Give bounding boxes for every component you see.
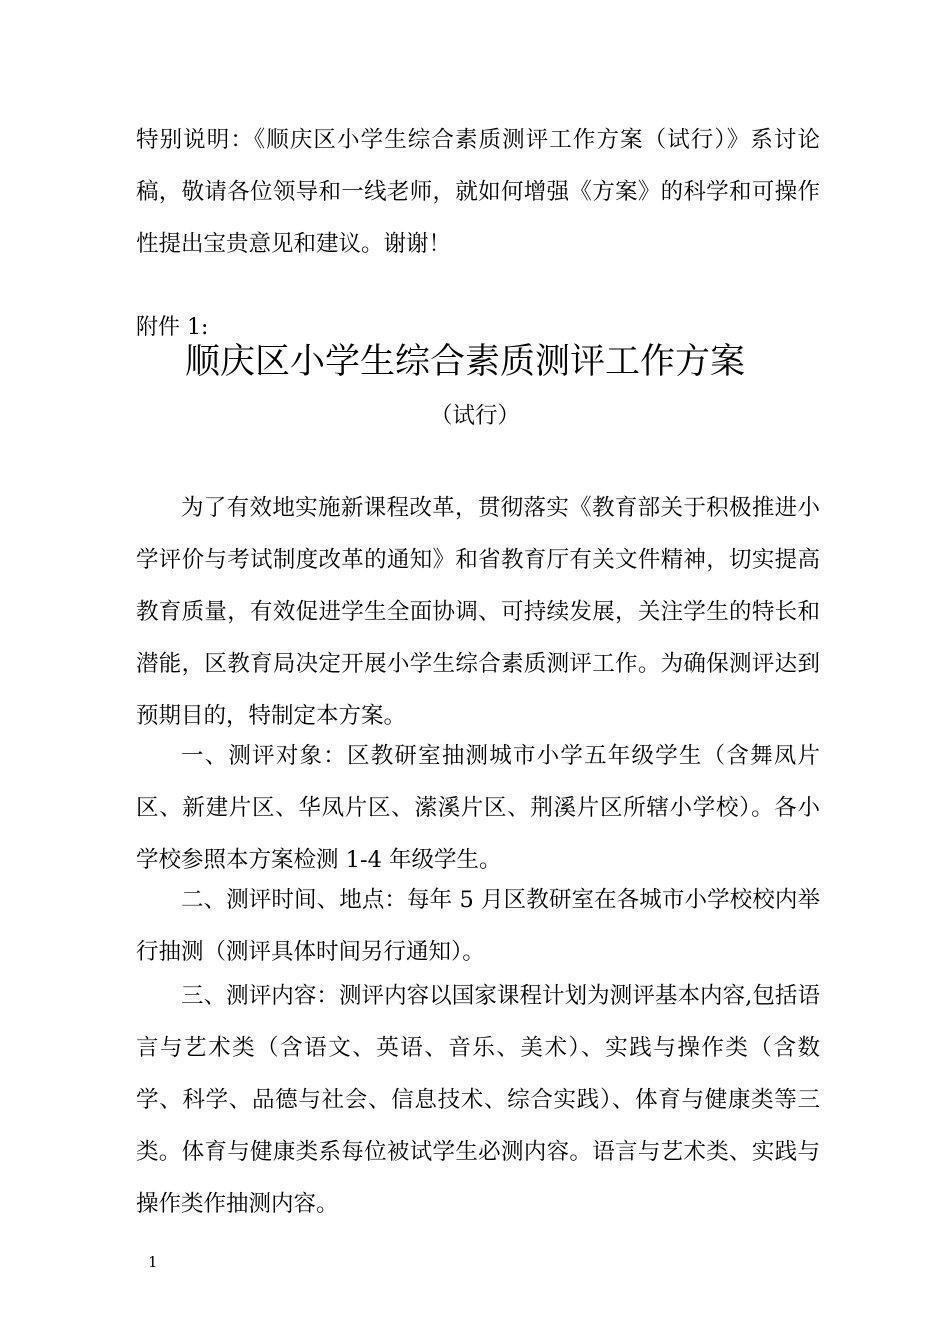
paragraph-test-time-place: 二、测评时间、地点：每年 5 月区教研室在各城市小学校校内举行抽测（测评具体时间另行通知）。 [136, 887, 820, 965]
page-number: 1 [148, 1253, 158, 1271]
attachment-label: 附件 1: [136, 315, 209, 340]
paragraph-test-subjects: 一、测评对象：区教研室抽测城市小学五年级学生（含舞凤片区、新建片区、华凤片区、潆溪片区、荆溪片区所辖小学校）。各小学校参照本方案检测 1-4 年级学生。 [136, 743, 820, 873]
special-note: 特别说明：《顺庆区小学生综合素质测评工作方案（试行）》系讨论稿，敬请各位领导和一线老师，就如何增强《方案》的科学和可操作性提出宝贵意见和建议。谢谢！ [136, 127, 820, 257]
document-subtitle: （试行） [429, 403, 520, 429]
paragraph-test-content: 三、测评内容：测评内容以国家课程计划为测评基本内容,包括语言与艺术类（含语文、英语、音乐、美术）、实践与操作类（含数学、科学、品德与社会、信息技术、综合实践）、体育与健康类等三类。体育与健康类系每位被试学生必测内容。语言与艺术类、实践与操作类作抽测内容。 [136, 983, 820, 1217]
document-title: 顺庆区小学生综合素质测评工作方案 [184, 342, 745, 382]
paragraph-intro: 为了有效地实施新课程改革，贯彻落实《教育部关于积极推进小学评价与考试制度改革的通知》和省教育厅有关文件精神，切实提高教育质量，有效促进学生全面协调、可持续发展，关注学生的特长和潜能，区教育局决定开展小学生综合素质测评工作。为确保测评达到预期目的，特制定本方案。 [136, 495, 820, 729]
